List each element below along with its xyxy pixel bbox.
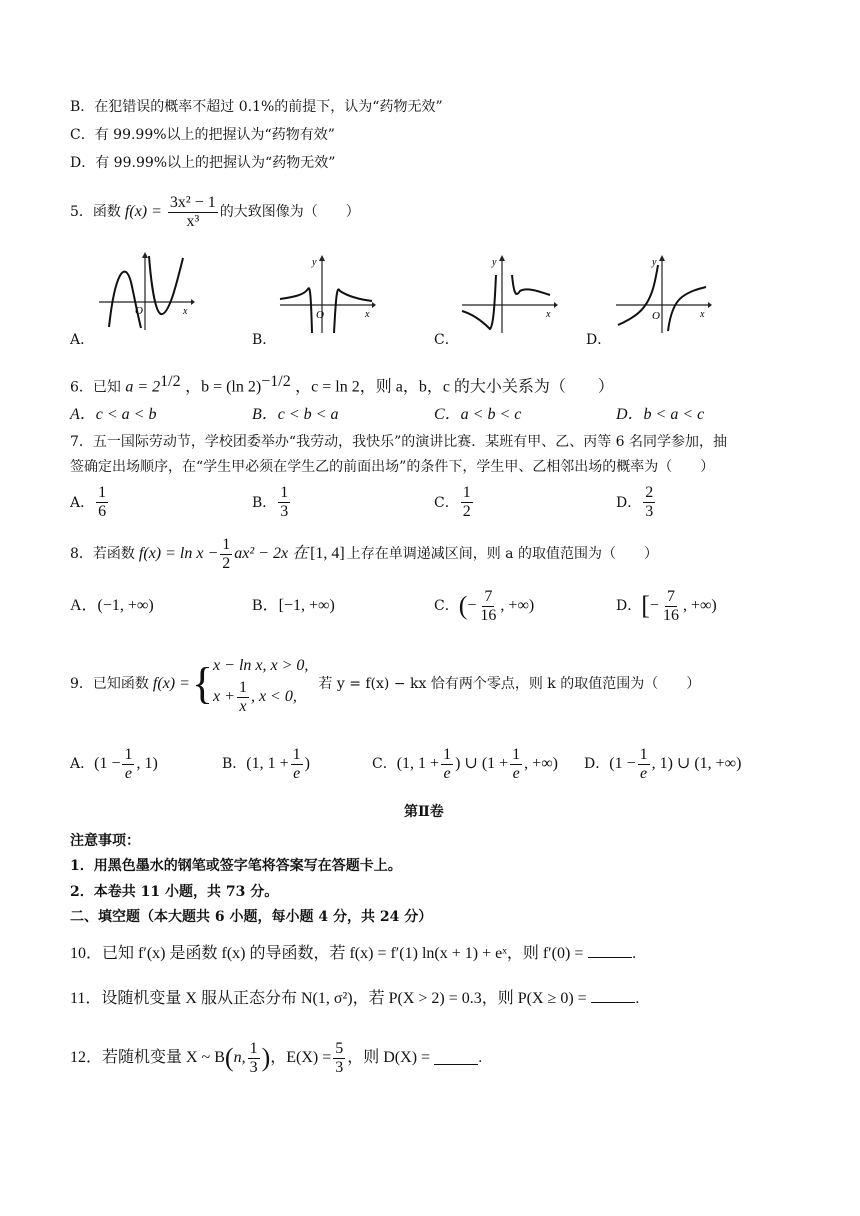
q12-open: ( bbox=[224, 1043, 234, 1072]
q12-mid: ，E(X) = bbox=[270, 1049, 332, 1066]
q8-option-b: B．[−1, +∞) bbox=[252, 597, 335, 614]
q9-b-den: e bbox=[293, 764, 301, 782]
q5-label-a: A． bbox=[70, 332, 95, 348]
q9-b-frac bbox=[291, 746, 303, 783]
q10-text: 10．已知 f′(x) 是函数 f(x) 的导函数，若 f(x) = f′(1) ln(x + 1) + eˣ，则 f′(0) = bbox=[70, 945, 584, 962]
q8-stem bbox=[70, 532, 658, 576]
q5-c-y: y bbox=[492, 257, 497, 268]
q8-half bbox=[220, 536, 232, 573]
q8-c-den: 16 bbox=[480, 606, 497, 624]
q7-option-d bbox=[616, 484, 657, 521]
q9-a-num: 1 bbox=[124, 745, 133, 763]
q9-c-t1: ) ∪ (1 + bbox=[455, 755, 509, 772]
q9-c-t0: (1, 1 + bbox=[396, 755, 440, 772]
q8-d-open: [ bbox=[641, 591, 650, 620]
q12-p-frac bbox=[248, 1040, 260, 1077]
q9-c-frac2 bbox=[510, 746, 522, 783]
q9-case2-den: x bbox=[239, 697, 247, 715]
q6-option-b: B．c < b < a bbox=[252, 406, 339, 423]
fill-section-heading: 二、填空题（本大题共 6 小题，每小题 4 分，共 24 分） bbox=[70, 909, 433, 925]
q12-e-frac bbox=[333, 1040, 345, 1077]
q5-num: 3x² − 1 bbox=[169, 193, 216, 211]
q9-d-t1: , 1) ∪ (1, +∞) bbox=[651, 755, 742, 772]
q6-stem bbox=[70, 372, 614, 398]
q9-case2-a: x + bbox=[213, 688, 235, 705]
q7-a-frac bbox=[96, 484, 108, 521]
q5-suffix: 的大致图像为（ ） bbox=[219, 204, 360, 220]
notice-item-2: 2．本卷共 11 小题，共 73 分。 bbox=[70, 884, 279, 900]
section-title: 第Ⅱ卷 bbox=[404, 804, 444, 820]
q7-b-num: 1 bbox=[280, 484, 289, 501]
q5-graph-a bbox=[95, 252, 195, 332]
q5-d-origin: O bbox=[652, 310, 660, 322]
q8-expr2: ax² − 2x 在 bbox=[234, 545, 309, 562]
q12-p-num: 1 bbox=[249, 1039, 258, 1057]
q9-prefix: 9．已知函数 bbox=[70, 676, 149, 692]
q9-b-label: B． bbox=[222, 756, 247, 772]
q12-blank bbox=[434, 1051, 478, 1065]
q9-c-frac1 bbox=[441, 746, 453, 783]
q8-c-tail: , +∞) bbox=[500, 597, 535, 614]
q7-c-label: C． bbox=[434, 494, 459, 511]
q5-graph-c bbox=[458, 255, 558, 335]
q8-d-tail: , +∞) bbox=[682, 597, 717, 614]
q9-b-num: 1 bbox=[292, 745, 301, 763]
q7-option-a bbox=[70, 484, 110, 521]
q8-option-c bbox=[434, 582, 534, 630]
q9-b-t0: (1, 1 + bbox=[246, 755, 289, 772]
q8-c-minus: − bbox=[467, 597, 477, 614]
q12-n: n, bbox=[233, 1049, 246, 1066]
q8-c-frac bbox=[478, 588, 498, 625]
q7-a-den: 6 bbox=[98, 503, 107, 520]
q5-graph-d bbox=[612, 255, 712, 335]
q6-a-expr: a = 2 bbox=[125, 378, 161, 396]
q9-option-d bbox=[584, 742, 741, 786]
q6-b-exp: −1/2 bbox=[261, 373, 291, 390]
q5-c-x: x bbox=[546, 309, 551, 320]
q5-a-x: x bbox=[183, 306, 188, 317]
q11: 11．设随机变量 X 服从正态分布 N(1, σ²)，若 P(X > 2) = 0.3，则 P(X ≥ 0) = . bbox=[70, 990, 640, 1007]
notice-item-1: 1．用黑色墨水的钢笔或签字笔将答案写在答题卡上。 bbox=[70, 858, 402, 874]
q7-d-label: D． bbox=[616, 494, 642, 511]
q5-b-x: x bbox=[365, 309, 370, 320]
q8-d-label: D． bbox=[616, 598, 642, 614]
q7-a-label: A． bbox=[70, 494, 95, 511]
q9-d-label: D． bbox=[584, 756, 610, 772]
q9-a-frac bbox=[122, 746, 134, 783]
q8-expr1: f(x) = ln x − bbox=[138, 545, 219, 562]
q9-brace: { bbox=[191, 659, 214, 708]
q7-c-frac bbox=[461, 484, 473, 521]
q8-half-num: 1 bbox=[222, 535, 231, 553]
q12-p-den: 3 bbox=[249, 1058, 258, 1076]
q10: 10．已知 f′(x) 是函数 f(x) 的导函数，若 f(x) = f′(1) ln(x + 1) + eˣ，则 f′(0) = . bbox=[70, 945, 637, 962]
q5-label-c: C． bbox=[434, 332, 459, 348]
q9-d-num: 1 bbox=[639, 745, 648, 763]
q9-c-t2: , +∞) bbox=[524, 755, 558, 772]
q9-c-den2: e bbox=[512, 764, 520, 782]
q5-prefix: 5．函数 bbox=[70, 204, 121, 220]
q7-line2: 签确定出场顺序，在“学生甲必须在学生乙的前面出场”的条件下，学生甲、乙相邻出场的概率为（ ） bbox=[70, 459, 715, 475]
q9-a-t1: , 1) bbox=[136, 755, 158, 772]
q4-option-d: D．有 99.99%以上的把握认为“药物无效” bbox=[70, 155, 336, 171]
q9-a-den: e bbox=[124, 764, 133, 782]
q10-blank bbox=[588, 944, 632, 958]
q9-option-c bbox=[372, 742, 558, 786]
q5-a-origin: O bbox=[135, 305, 143, 317]
q5-stem bbox=[70, 190, 360, 234]
q7-c-den: 2 bbox=[462, 503, 471, 520]
q9-func: f(x) = bbox=[152, 675, 190, 692]
q12-e-den: 3 bbox=[335, 1058, 344, 1076]
q8-d-frac bbox=[661, 588, 681, 625]
q9-cases bbox=[213, 653, 308, 716]
q7-option-b bbox=[252, 484, 292, 521]
q7-option-c bbox=[434, 484, 475, 521]
q5-graph-b bbox=[276, 255, 376, 335]
q8-c-open: ( bbox=[458, 591, 468, 620]
q7-b-den: 3 bbox=[280, 503, 289, 520]
q5-fraction bbox=[168, 194, 218, 231]
q6-option-d: D．b < a < c bbox=[616, 406, 705, 423]
q7-b-frac bbox=[278, 484, 290, 521]
q9-suffix: 若 y = f(x) − kx 恰有两个零点，则 k 的取值范围为（ ） bbox=[318, 676, 701, 692]
q6-option-c: C．a < b < c bbox=[434, 406, 522, 423]
q12-prefix: 12．若随机变量 X ~ B bbox=[70, 1049, 225, 1066]
q12-close: ) bbox=[261, 1043, 271, 1072]
q6-prefix: 6．已知 bbox=[70, 379, 121, 396]
q9-case2-num: 1 bbox=[238, 678, 247, 696]
q5-label-d: D． bbox=[586, 332, 612, 348]
q4-option-b: B．在犯错误的概率不超过 0.1%的前提下，认为“药物无效” bbox=[70, 99, 443, 115]
q6-option-a: A．c < a < b bbox=[70, 406, 157, 423]
q7-d-frac bbox=[643, 484, 655, 521]
q7-a-num: 1 bbox=[98, 484, 107, 501]
q5-b-origin: O bbox=[316, 309, 324, 321]
q9-option-b bbox=[222, 742, 310, 786]
q5-d-x: x bbox=[700, 309, 705, 320]
q6-b-expr: ，b = (ln 2) bbox=[185, 378, 262, 396]
q9-stem bbox=[70, 648, 700, 720]
q8-interval: [1, 4] bbox=[310, 545, 345, 562]
q9-c-num1: 1 bbox=[443, 745, 452, 763]
q6-a-exp: 1/2 bbox=[160, 373, 181, 390]
q8-half-den: 2 bbox=[222, 554, 231, 572]
q9-c-den1: e bbox=[443, 764, 451, 782]
q11-text: 11．设随机变量 X 服从正态分布 N(1, σ²)，若 P(X > 2) = 0.3，则 P(X ≥ 0) = bbox=[70, 990, 587, 1007]
q7-line1: 7．五一国际劳动节，学校团委举办“我劳动，我快乐”的演讲比赛．某班有甲、乙、丙等 6 名同学参加，抽 bbox=[70, 434, 728, 450]
q9-case1: x − ln x, x > 0, bbox=[213, 656, 309, 674]
q9-a-label: A． bbox=[70, 756, 95, 772]
q12-suffix: ，则 D(X) = bbox=[347, 1049, 431, 1066]
q4-option-c: C．有 99.99%以上的把握认为“药物有效” bbox=[70, 127, 335, 143]
q9-case2-b: , x < 0, bbox=[250, 688, 297, 705]
q5-label-b: B． bbox=[252, 332, 277, 348]
q8-option-d bbox=[616, 582, 717, 630]
q5-d-y: y bbox=[652, 257, 657, 268]
q8-d-num: 7 bbox=[666, 587, 675, 605]
q7-d-num: 2 bbox=[645, 484, 654, 501]
q12-e-num: 5 bbox=[335, 1039, 344, 1057]
q5-func: f(x) = bbox=[124, 203, 162, 220]
q8-d-den: 16 bbox=[662, 606, 679, 624]
q11-blank bbox=[591, 989, 635, 1003]
q5-b-y: y bbox=[312, 257, 317, 268]
q9-option-a bbox=[70, 742, 158, 786]
q8-d-minus: − bbox=[649, 597, 659, 614]
q8-c-label: C． bbox=[434, 598, 459, 614]
q9-c-num2: 1 bbox=[512, 745, 521, 763]
q9-a-t0: (1 − bbox=[94, 755, 121, 772]
q6-c-expr: ，c = ln 2，则 a，b，c 的大小关系为（ ） bbox=[295, 378, 614, 396]
q9-b-t1: ) bbox=[304, 755, 310, 772]
q8-c-num: 7 bbox=[484, 587, 493, 605]
q7-c-num: 1 bbox=[462, 484, 471, 501]
q7-b-label: B． bbox=[252, 494, 277, 511]
q8-prefix: 8．若函数 bbox=[70, 546, 135, 562]
q5-den: x³ bbox=[186, 212, 200, 230]
q9-case2 bbox=[213, 679, 308, 716]
notice-heading: 注意事项： bbox=[70, 833, 140, 849]
q7-d-den: 3 bbox=[645, 503, 654, 520]
q9-d-frac bbox=[638, 746, 650, 783]
q9-d-den: e bbox=[640, 764, 648, 782]
q9-d-t0: (1 − bbox=[609, 755, 636, 772]
q8-option-a: A．(−1, +∞) bbox=[70, 597, 154, 614]
q9-case2-frac bbox=[237, 679, 249, 716]
q8-suffix: 上存在单调递减区间，则 a 的取值范围为（ ） bbox=[346, 546, 658, 562]
q9-c-label: C． bbox=[372, 756, 397, 772]
q12: 12．若随机变量 X ~ B ( n, $\frac{1}{3}$ ) ，E(X) = $\frac{5}{3}$ ，则 D(X) = . bbox=[70, 1039, 483, 1076]
